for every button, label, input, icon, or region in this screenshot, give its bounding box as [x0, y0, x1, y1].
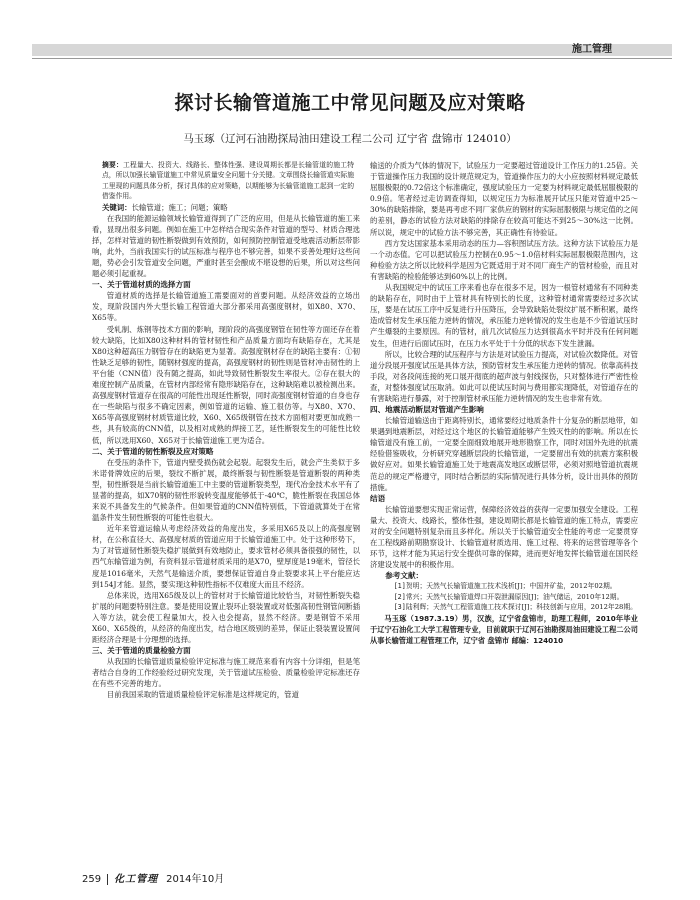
paragraph: 在受压的条件下，管道内壁受损伤就会起裂。起裂发生后，就会产生类似于多米诺骨牌效应的后果，裂纹不断扩展，最终断裂与韧性断裂是管道断裂的两种类型，韧性断裂是当前长输管道施工中主要的管道断裂类型，现代冶金技术水平有了显著的提高，如X70钢的韧性形貌转变温度能够低于-40℃，脆性断裂在我国总体来说不具备发生的气候条件。但如果管道的CNN值特别低，下管道就算处于在常温条件发生韧性断裂的可能性也很大。	[92, 457, 360, 523]
paragraph: 输送的介质为气体的情况下，试验压力一定要超过管道设计工作压力的1.25倍。关于管道操作压力我国的设计规范规定为，管道操作压力的大小应按照材料规定最低屈服极限的0.72倍这个标准确定，强度试验压力一定要为材料规定最低屈服极限的0.9倍。笔者经过走访调查得知，以规定压力为标准展开试压只能对管道中25～30%的缺陷排除，要是再考虑不同厂家供应的钢材的实际屈服极限与规定值的之间的差别，静态的试验方法对缺陷的排除存在较高可能达不到25～30%这一比例。所以说，规定中的试验方法不够完善，其正确性有待验证。	[370, 161, 638, 237]
paragraph: 从我国规定中的试压工序来看也存在很多不足，因为一根管材通常有不同种类的缺陷存在，同时由于上管材具有特别长的长度，这种管材通常需要经过多次试压，要是在试压工序中反复进行升压降压，会导致缺陷处裂纹扩展不断积累，最终造成管材发生承压能力逆转的情况，承压能力逆转情况的发生也是不少管道试压时产生爆裂的主要原因。有的管材，前几次试验压力达到很高水平时并没有任何问题发生，但进行后面试压时，在压力水平处于十分低的状态下发生泄漏。	[370, 283, 638, 348]
paragraph: 所以，比较合理的试压程序与方法是对试验压力提高，对试验次数降低。对管道分段展开强度试压是具体方法，预防管材发生承压能力逆转的情况。依靠高科技手段，对各段间连接的死口展开彻底的超声波与射线探伤，只对整体进行严密性检查，对整体强度试压取消。如此可以使试压时间与费用都实现降低，对管道存在的有害缺陷进行暴露，对于控制管材承压能力逆转情况的发生也非常有效。	[370, 349, 638, 403]
page-number: 259	[82, 874, 108, 885]
reference-text: 陆利辉；天然气工程管道施工技术探讨[J]；科技创新与应用，2012年28期。	[405, 603, 637, 612]
right-column	[370, 160, 638, 880]
abstract-text: 工程量大、投资大、线路长、整体性强、建设周期长都是长输管道的施工特点，所以加强长输管道施工中常见质量安全问题十分关键。文章围绕长输管道实际施工里现的问题具体分析，探讨具体的应对策略，以期能够为长输管道施工起到一定的借鉴作用。	[102, 161, 355, 201]
conclusion-heading: 结语	[370, 493, 386, 503]
keywords-text: 长输管道；施工；问题；策略	[131, 202, 228, 212]
reference-text: 常兴；天然气长输管道焊口开裂泄漏原因[J]；油气储运，2010年12期。	[405, 592, 624, 601]
paragraph: 长输管道输送由于距离特别长，通常要经过地质条件十分复杂的断层地带，如果遇到地震断层，对经过这个地区的长输管道能够产生毁灭性的的影响。所以在长输管道没有施工前，一定要全面细致地展开地形勘察工作，同时对国外先进的抗震经验借鉴吸收，分析研究穿越断层段的长输管道，一定要留出有效的抗震方案积极做好应对。如果长输管道施工处于地震高发地区或断层带，必须对照地管道抗震规范总的规定严格遵守，同时结合断层的实际情况进行具体分析，设计出具体的预防措施。	[370, 416, 638, 492]
keywords	[92, 202, 360, 213]
article-title: 探讨长输管道施工中常见问题及应对策略	[174, 92, 526, 114]
section-heading-4: 四、地震活动断层对管道产生影响	[370, 405, 484, 415]
journal-name: 化工管理	[114, 874, 159, 885]
paragraph: 总体来说，选用X65级及以上的管材对于长输管道比较恰当，对韧性断裂失稳扩展的问题要特别注意。要是使用设置止裂环止裂装置或对低强高韧性钢管间断插入等方法，就会使工程量加大，投入也会提高，显然不经济。要是钢管不采用X60、X65级的，从经济的角度出发，结合地区级别的差异，保证止裂装置设置间距经济合理是十分理想的选择。	[92, 590, 360, 645]
reference-text: 贺明；天然气长输管道施工技术浅析[J]；中国井矿盐，2012年02期。	[405, 582, 617, 591]
paragraph: 西方发达国家基本采用动态的压力—容积图试压方法。这种方法下试验压力是一个动态值。它可以把试验压力控制在0.95～1.0倍材料实际屈服极限范围内，这种检验方法之所以比较科学是因为它既适用于对不同厂商生产的管材检验，而且对有害缺陷的检验能够达到60%以上的比例。	[370, 238, 638, 281]
reference-number: [1]	[393, 582, 406, 591]
paragraph: 从我国的长输管道质量检验评定标准与施工规范来看有内容十分详细，但是笔者结合自身的工作经验经过研究发现，关于管道试压检验、质量检验评定标准还存在有些不完善的地方。	[92, 657, 360, 689]
paragraph: 长输管道要想实现正常运营，保障经济效益的获得一定要加强安全建设。工程量大、投资大、线路长，整体性强，建设周期长都是长输管道的施工特点，需要应对的安全问题特别复杂而且多样化。所以关于长输管道安全性能的考虑一定要贯穿在工程线路前期勘察设计、长输管道材质选用、施工过程、将来的运营管理等各个环节，这样才能为其运行安全提供可靠的保障，进而更好地发挥长输管道在国民经济建设发展中的积极作用。	[370, 504, 638, 570]
author-bio: 马玉琢（1987.3.19）男，汉族，辽宁省盘锦市，助理工程师，2010年毕业于辽宁石油化工大学工程管理专业，目前就职于辽河石油勘探局油田建设工程二公司从事长输管道工程管理工作，辽宁省 盘锦市 邮编：124010	[370, 614, 638, 646]
reference-item	[370, 581, 638, 592]
references-heading: 参考文献：	[385, 571, 424, 581]
reference-number: [3]	[393, 603, 406, 612]
section-heading-2: 二、关于管道的韧性断裂及应对策略	[92, 446, 214, 456]
issue-date: 2014年10月	[166, 874, 225, 885]
paragraph: 管道材质的选择是长输管道施工需要面对的首要问题。从经济效益的立场出发，现阶段国内外大型长输工程管道大部分都采用高强度钢材，如X80、X70、X65等。	[92, 291, 360, 323]
left-column	[92, 160, 360, 880]
page-footer	[82, 870, 224, 885]
reference-item	[370, 592, 638, 603]
abstract	[92, 160, 360, 202]
intro-paragraph: 在我国的能源运输领域长输管道得到了广泛的应用，但是从长输管道的施工来看，显现出很多问题。例如在施工中怎样结合现实条件对管道的型号、材质合理选择，怎样对管道的韧性断裂做到有效预防，如何预防控制管道受地震活动断层带影响，此外，当前我国实行的试压标准与程序也不够完善，如果不妥善处理好这些问题，势必会引发管道安全问题，严重时甚至会酿成不堪设想的后果，所以对这些问题必须引起重视。	[92, 213, 360, 279]
paragraph: 目前我国采取的管道质量检验评定标准是这样规定的，管道	[106, 690, 299, 700]
abstract-label: 摘要：	[102, 161, 124, 169]
reference-number: [2]	[393, 592, 406, 601]
header-rule	[32, 58, 672, 59]
reference-item	[370, 602, 638, 613]
article-byline: 马玉琢（辽河石油勘探局油田建设工程二公司 辽宁省 盘锦市 124010）	[183, 133, 517, 145]
section-heading-1: 一、关于管道材质的选择方面	[92, 280, 191, 290]
keywords-label: 关键词：	[102, 202, 132, 212]
section-label: 施工管理	[572, 44, 612, 55]
paragraph: 受轧制、炼钢等技术方面的影响，现阶段的高强度钢管在韧性等方面还存在着较大缺陷，比如X80这种材料的管材韧性和产品质量方面均有缺陷存在，尤其是X80这种超高压力钢管存在的缺陷更为显著。高强度钢材存在的缺陷主要有：①韧性缺乏足够的韧性，随钢材强度的提高，高强度钢材的韧性则是管材冲击韧性的上平台能（CNN值）没有随之提高，如此导致韧性断裂发生率很大。②存在很大的难度控制产品质量，在管材内部经常有隐形缺陷存在，这种缺陷难以被检测出来。高强度钢材管道存在很高的可能性出现延性断裂，同时高强度钢材管道的自身也存在一些缺陷与很多不确定因素，例如管道的运输、施工很仿等。与X80、X70、X65等高强度钢材材质管道比较，X60、X65级钢管在技术方面相对要更加成熟一些，具有较高的CNN值，以及相对成熟的焊接工艺，延性断裂发生的可能性比较低，所以选用X60、X65对于长输管道施工更为适合。	[92, 324, 360, 445]
section-heading-3: 三、关于管道的质量检验方面	[92, 646, 191, 656]
paragraph: 近年来管道运输从考虑经济效益的角度出发，多采用X65及以上的高强度钢材，在公称直径大、高强度材质的管道应用于长输管道施工中。处于这种形势下，为了对管道韧性断裂失稳扩展做到有效地防止，要求管材必须具备很强的韧性，以西气东输管道为例，有资料显示管道材质采用的是X70，壁厚度是19毫米，管径长度是1016毫米，天然气是输送介质，要想保证管道自身止裂要求其上平台能应达到154J才能。显然，要实现这种韧性指标不仅难度大而且不经济。	[92, 524, 360, 589]
